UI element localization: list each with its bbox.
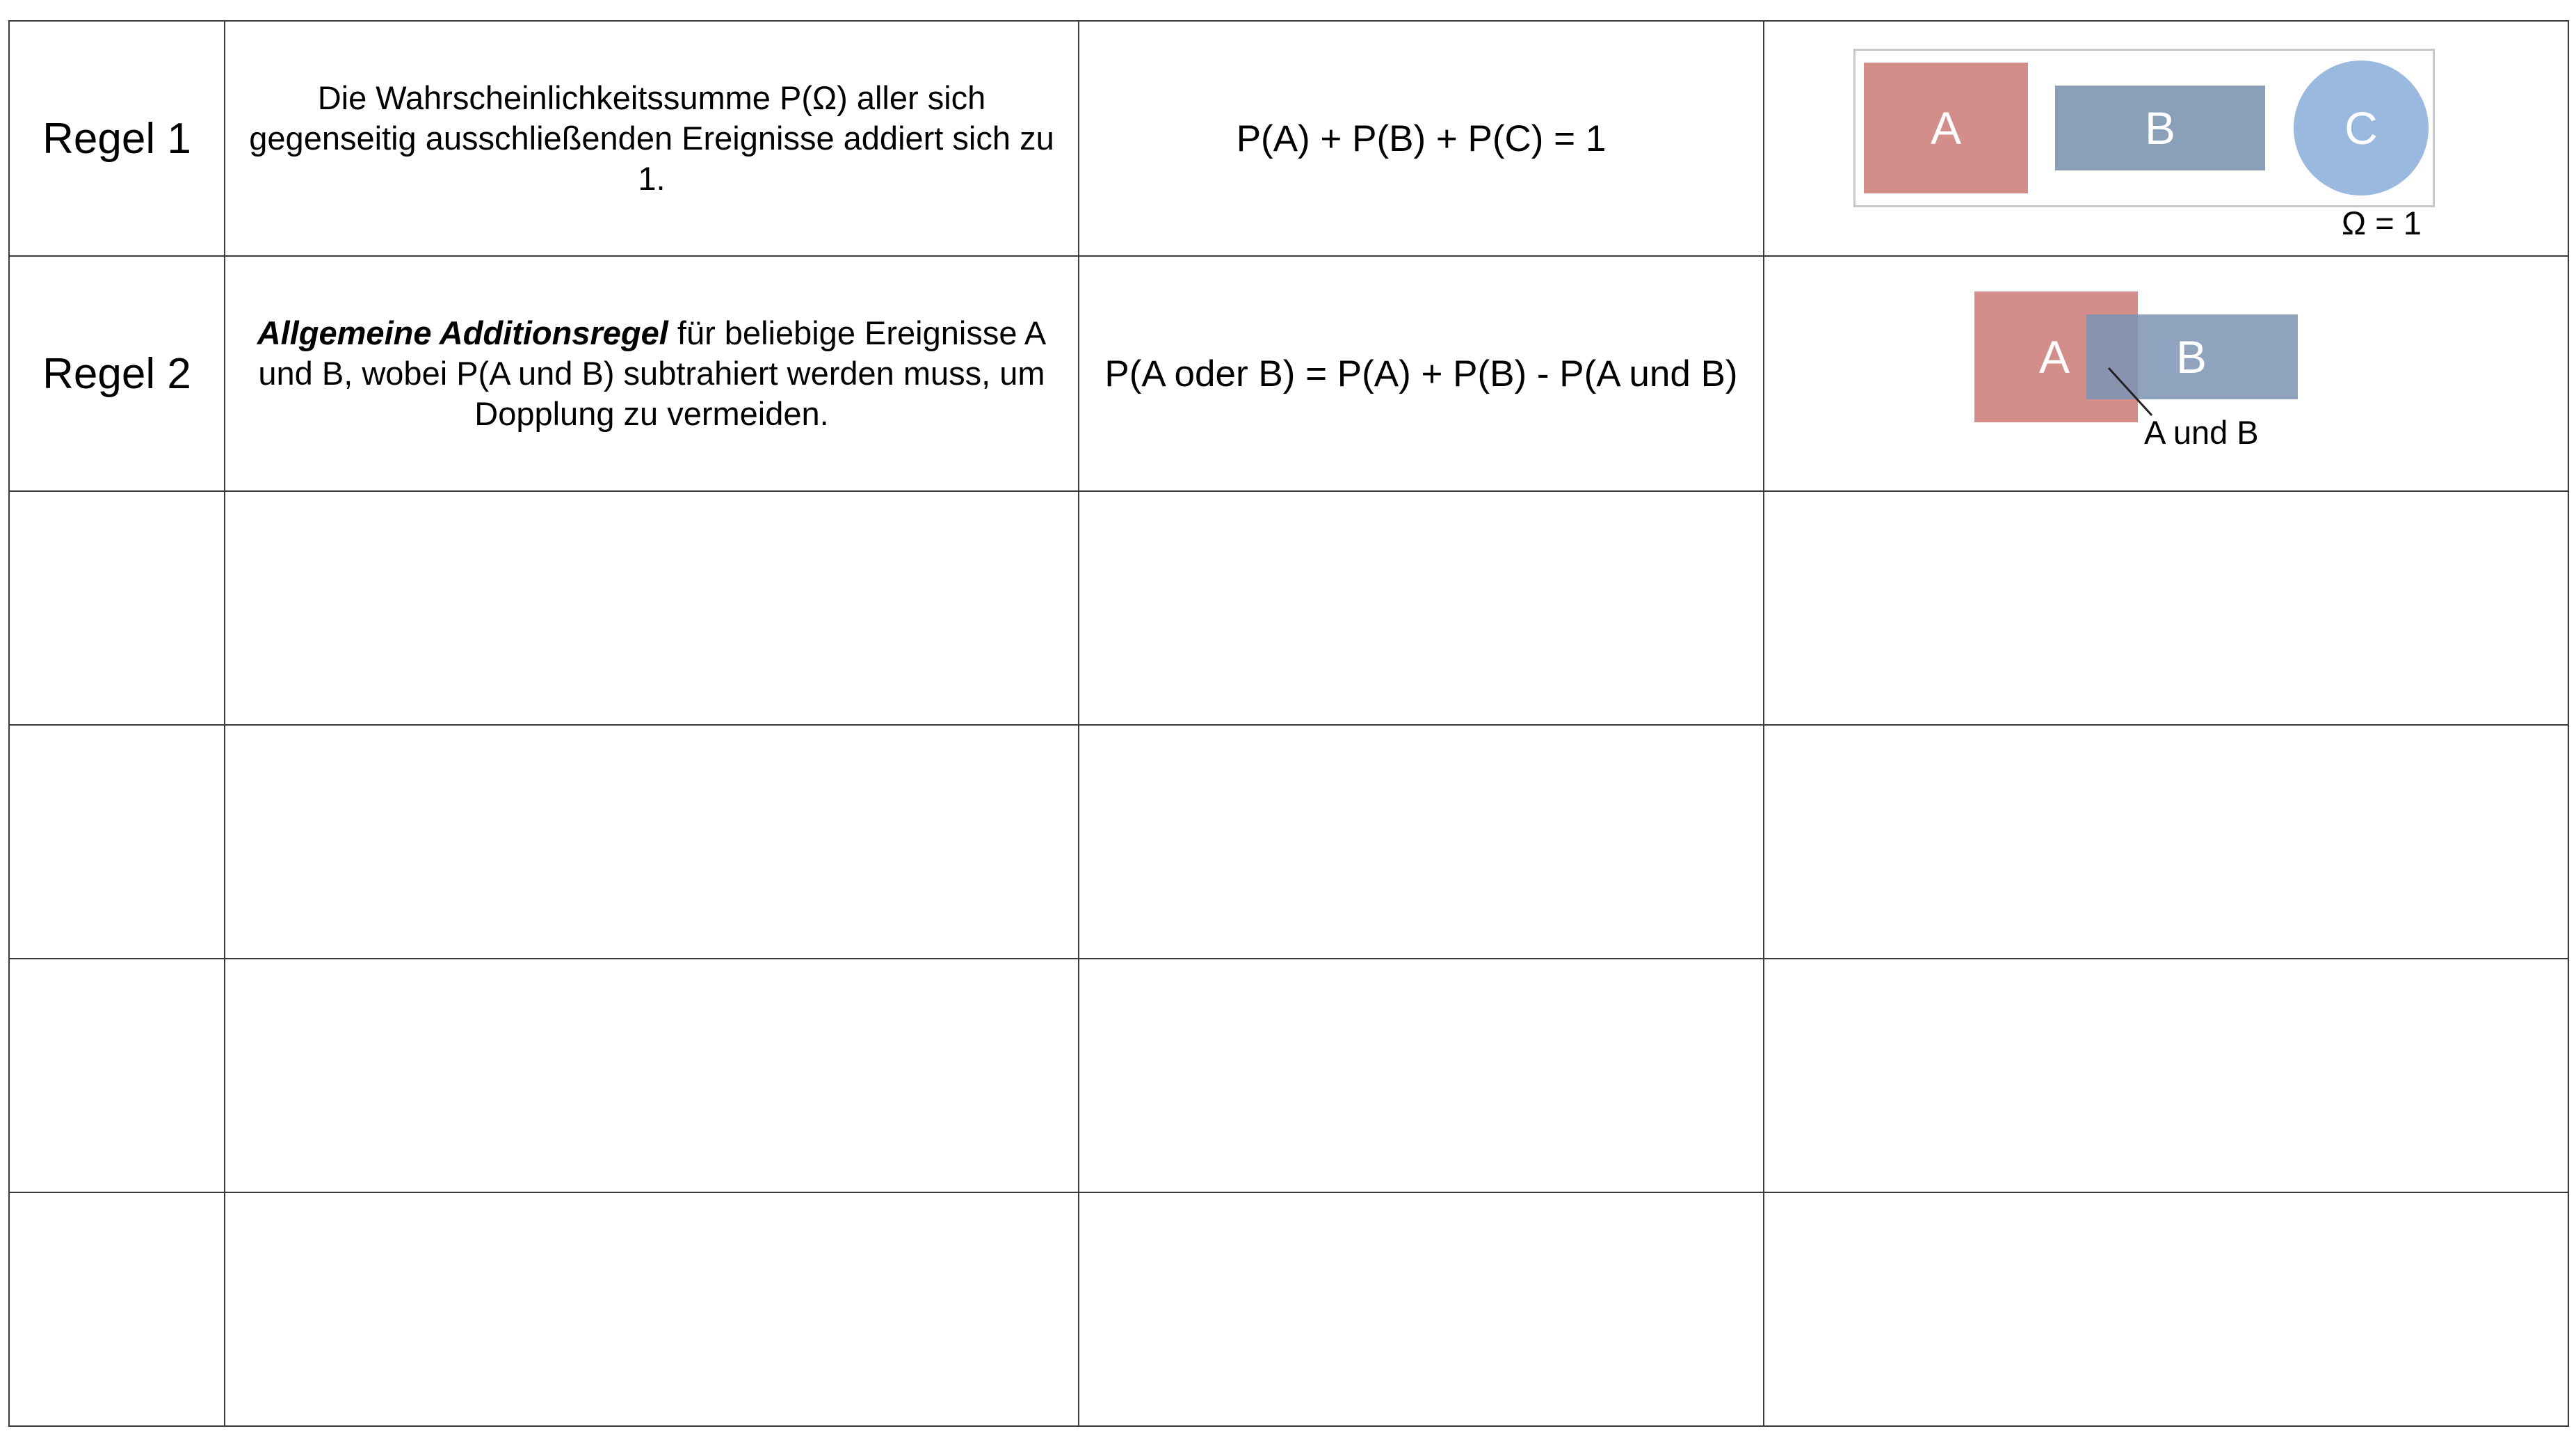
empty-cell bbox=[1764, 491, 2568, 725]
rule-name: Regel 2 bbox=[9, 256, 225, 491]
empty-cell bbox=[1079, 725, 1764, 959]
empty-cell bbox=[1079, 1192, 1764, 1426]
empty-cell bbox=[1079, 959, 1764, 1192]
table-row bbox=[9, 21, 2568, 256]
table-row bbox=[9, 256, 2568, 491]
empty-cell bbox=[9, 725, 225, 959]
rule-description-bold: Allgemeine Additionsregel bbox=[257, 314, 668, 351]
rule-formula: P(A oder B) = P(A) + P(B) - P(A und B) bbox=[1079, 256, 1764, 491]
empty-cell bbox=[9, 959, 225, 1192]
intersection-label: A und B bbox=[2144, 414, 2259, 451]
event-a-label: A bbox=[2039, 331, 2070, 383]
event-b-shape: B bbox=[2055, 86, 2265, 170]
empty-cell bbox=[225, 491, 1079, 725]
empty-cell bbox=[1079, 491, 1764, 725]
rule-name: Regel 1 bbox=[9, 21, 225, 256]
empty-cell bbox=[9, 491, 225, 725]
empty-cell bbox=[1764, 725, 2568, 959]
table-row bbox=[9, 1192, 2568, 1426]
rule-formula: P(A) + P(B) + P(C) = 1 bbox=[1079, 21, 1764, 256]
empty-cell bbox=[225, 725, 1079, 959]
table-row bbox=[9, 959, 2568, 1192]
table-row bbox=[9, 725, 2568, 959]
intersection-pointer bbox=[2109, 368, 2164, 417]
event-b-label: B bbox=[2176, 331, 2207, 383]
rule-diagram bbox=[1764, 21, 2568, 256]
omega-label: Ω = 1 bbox=[2342, 205, 2422, 241]
rules-table bbox=[8, 20, 2569, 1427]
event-c-shape: C bbox=[2294, 61, 2429, 195]
event-a-shape: A bbox=[1864, 63, 2028, 193]
rule-diagram bbox=[1764, 256, 2568, 491]
empty-cell bbox=[1764, 959, 2568, 1192]
rule-description: Die Wahrscheinlichkeitssumme P(Ω) aller sich gegenseitig ausschließenden Ereignisse addiert sich zu 1. bbox=[225, 21, 1079, 256]
empty-cell bbox=[225, 1192, 1079, 1426]
table-row bbox=[9, 491, 2568, 725]
empty-cell bbox=[9, 1192, 225, 1426]
rule-description-text: für beliebige Ereignisse A und B, wobei P(A und B) subtrahiert werden muss, um Dopplung zu vermeiden. bbox=[258, 314, 1047, 432]
empty-cell bbox=[1764, 1192, 2568, 1426]
empty-cell bbox=[225, 959, 1079, 1192]
rule-description bbox=[225, 256, 1079, 491]
